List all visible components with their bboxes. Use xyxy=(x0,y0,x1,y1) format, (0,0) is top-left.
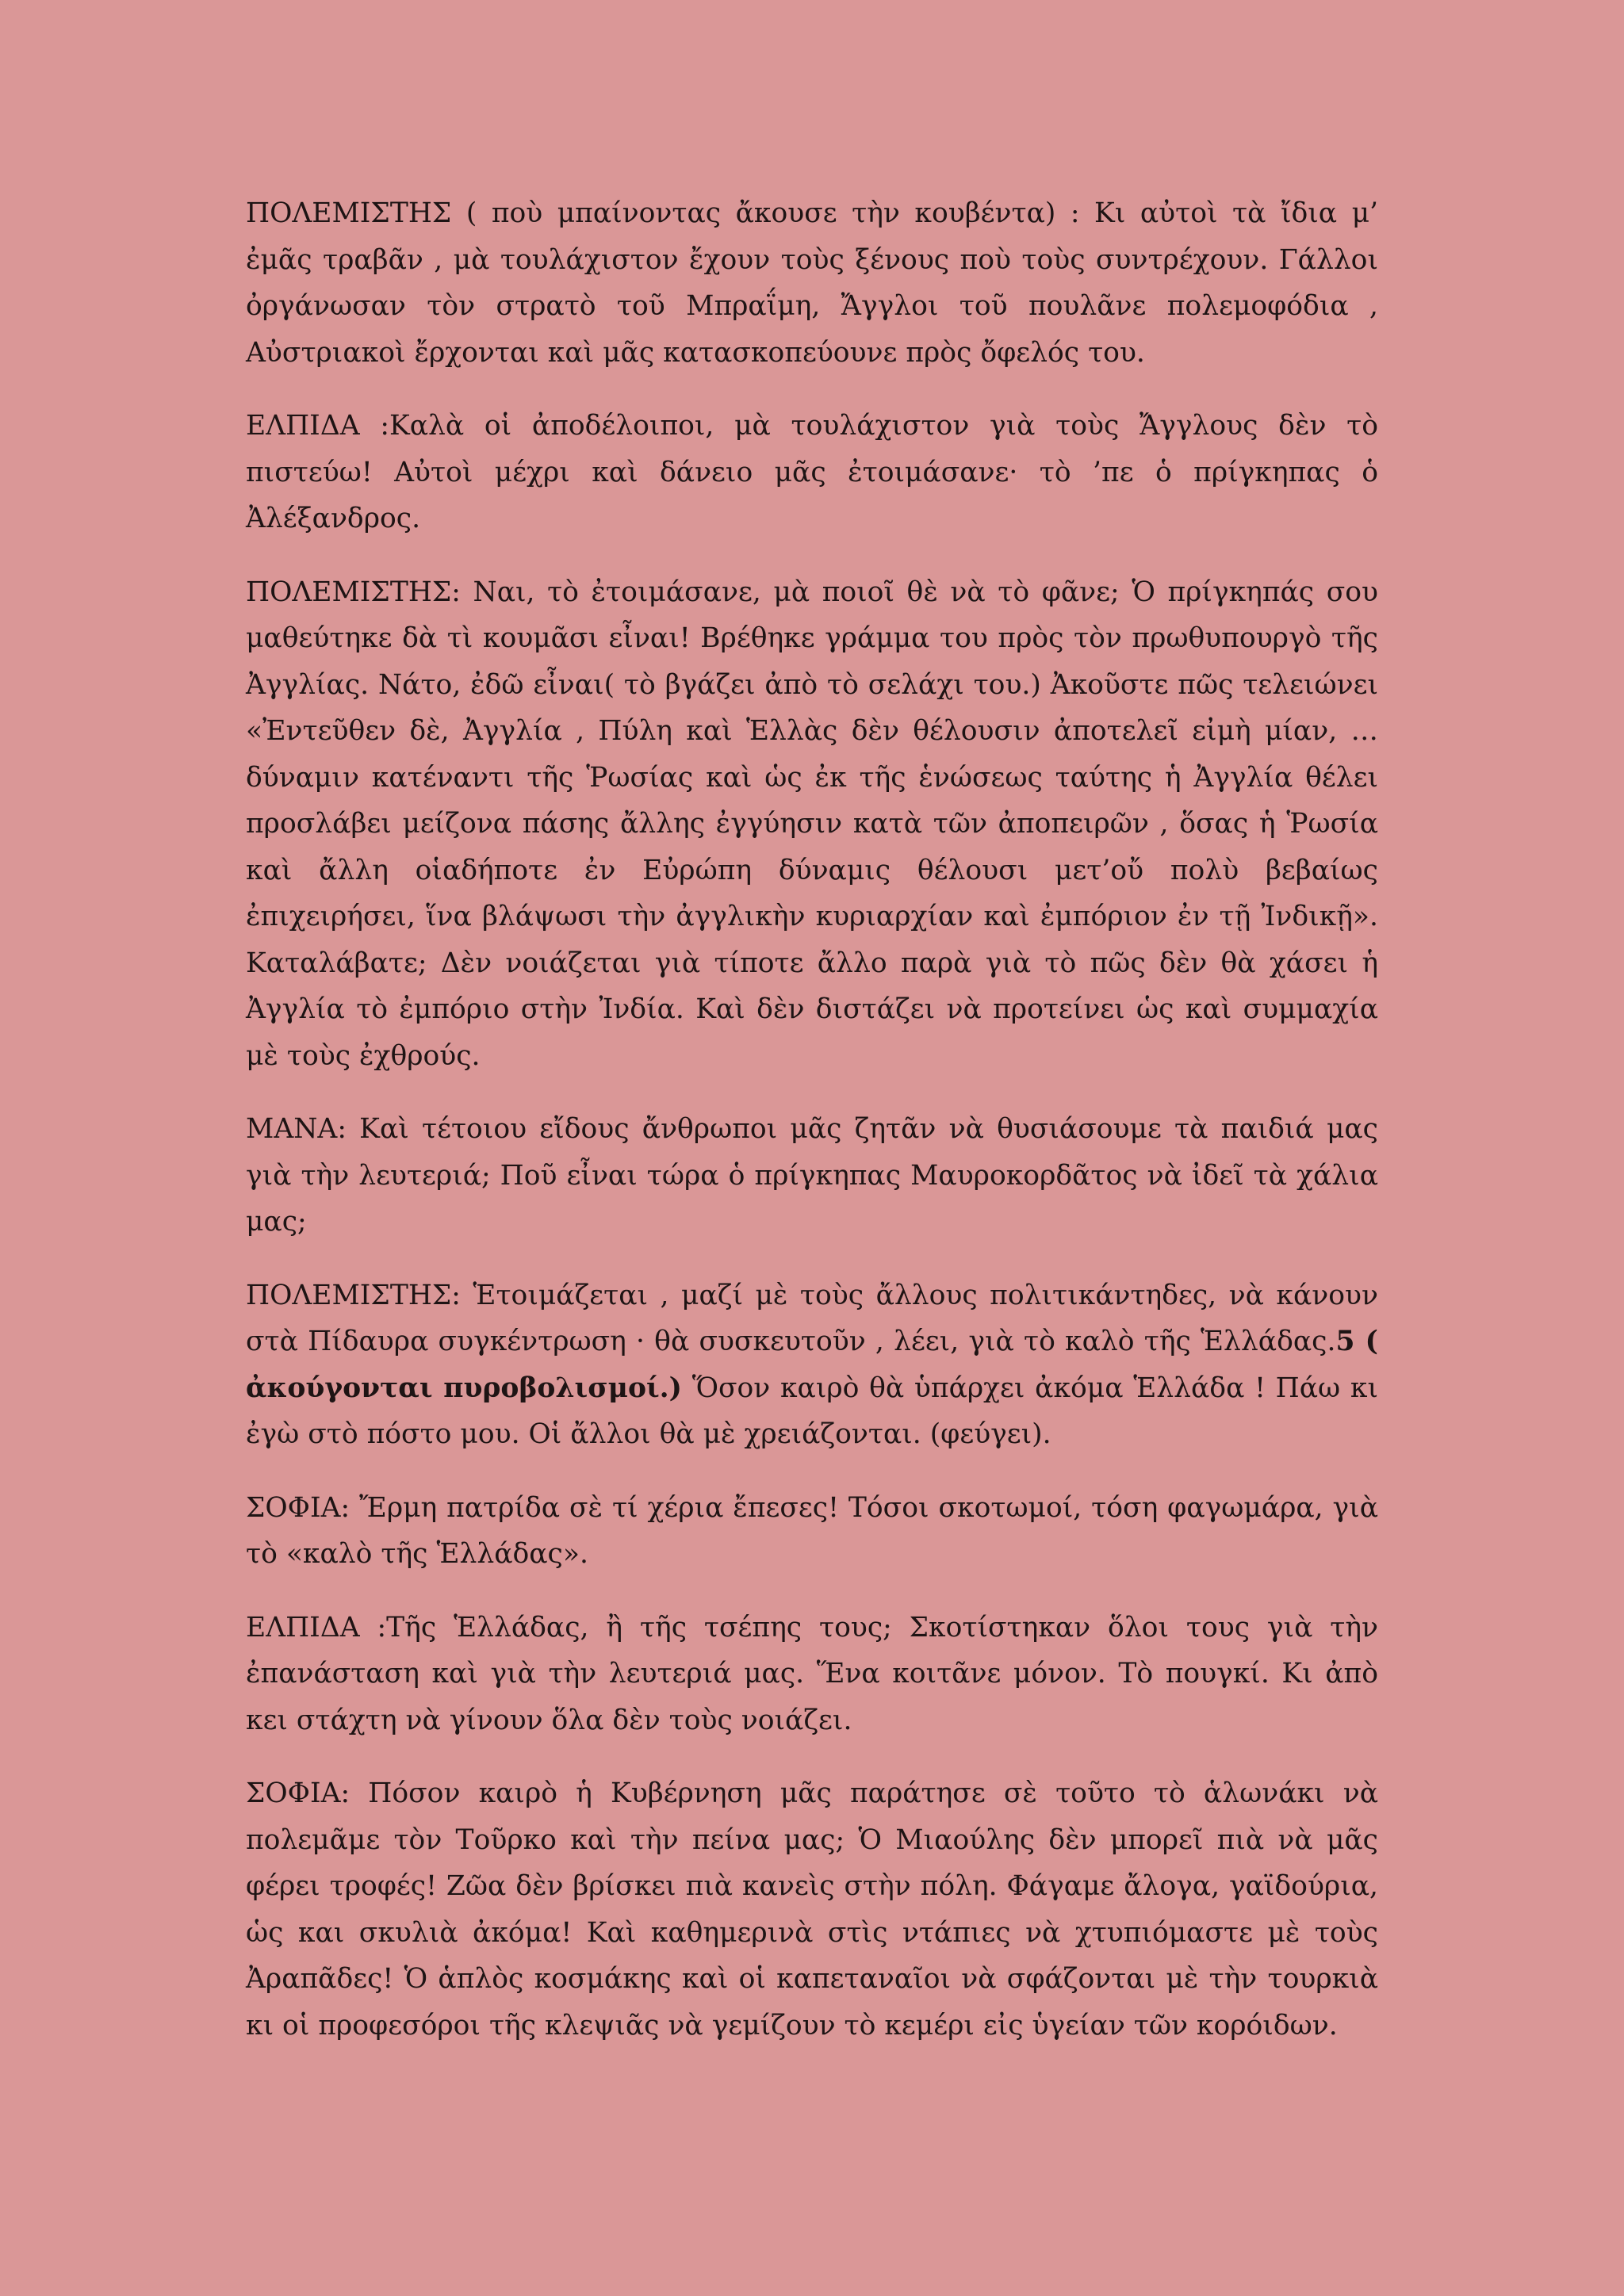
paragraph-warrior-3 xyxy=(246,1272,1378,1458)
paragraph-sofia-2: ΣΟΦΙΑ: Πόσον καιρὸ ἡ Κυβέρνηση μᾶς παράτησε σὲ τοῦτο τὸ ἁλωνάκι νὰ πολεμᾶμε τὸν Τοῦρκο καὶ τὴν πείνα μας; Ὁ Μιαούλης δὲν μπορεῖ πιὰ νὰ μᾶς φέρει τροφές! Ζῶα δὲν βρίσκει πιὰ κανεὶς στὴν πόλη. Φάγαμε ἄλογα, γαϊδούρια, ὡς και σκυλιὰ ἀκόμα! Καὶ καθημερινὰ στὶς ντάπιες νὰ χτυπιόμαστε μὲ τοὺς Ἀραπᾶδες! Ὁ ἁπλὸς κοσμάκης καὶ οἱ καπεταναῖοι νὰ σφάζονται μὲ τὴν τουρκιὰ κι οἱ προφεσόροι τῆς κλεψιᾶς νὰ γεμίζουν τὸ κεμέρι εἰς ὑγείαν τῶν κορόιδων. xyxy=(246,1777,1378,2042)
paragraph-elpida-1: ΕΛΠΙΔΑ :Καλὰ οἱ ἀποδέλοιποι, μὰ τουλάχιστον γιὰ τοὺς Ἄγγλους δὲν τὸ πιστεύω! Αὐτοὶ μέχρι καὶ δάνειο μᾶς ἐτοιμάσανε· τὸ ’πε ὁ πρίγκηπας ὁ Ἀλέξανδρος. xyxy=(246,410,1378,534)
paragraph-text-before: ΠΟΛΕΜΙΣΤΗΣ: Ἑτοιμάζεται , μαζί μὲ τοὺς ἄλλους πολιτικάντηδες, νὰ κάνουν στὰ Πίδαυρα συγκέντρωση · θὰ συσκευτοῦν , λέει, γιὰ τὸ καλὸ τῆς Ἑλλάδας. xyxy=(246,1279,1378,1357)
paragraph-mana: ΜΑΝΑ: Καὶ τέτοιου εἴδους ἄνθρωποι μᾶς ζητᾶν νὰ θυσιάσουμε τὰ παιδιά μας γιὰ τὴν λευτεριά; Ποῦ εἶναι τώρα ὁ πρίγκηπας Μαυροκορδᾶτος νὰ ἰδεῖ τὰ χάλια μας; xyxy=(246,1113,1378,1238)
paragraph-text-after: Ὅσον καιρὸ θὰ ὑπάρχει ἀκόμα Ἑλλάδα ! Πάω κι ἐγὼ στὸ πόστο μου. Οἱ ἄλλοι θὰ μὲ χρειάζονται. (φεύγει). xyxy=(246,1372,1378,1450)
paragraph-warrior-2: ΠΟΛΕΜΙΣΤΗΣ: Ναι, τὸ ἐτοιμάσανε, μὰ ποιοῖ θὲ νὰ τὸ φᾶνε; Ὁ πρίγκηπάς σου μαθεύτηκε δὰ τὶ κουμᾶσι εἶναι! Βρέθηκε γράμμα του πρὸς τὸν πρωθυπουργὸ τῆς Ἀγγλίας. Νάτο, ἐδῶ εἶναι( τὸ βγάζει ἀπὸ τὸ σελάχι του.) Ἀκοῦστε πῶς τελειώνει «Ἐντεῦθεν δὲ, Ἀγγλία , Πύλη καὶ Ἑλλὰς δὲν θέλουσιν ἀποτελεῖ εἰμὴ μίαν, … δύναμιν κατέναντι τῆς Ῥωσίας καὶ ὡς ἐκ τῆς ἑνώσεως ταύτης ἡ Ἀγγλία θέλει προσλάβει μείζονα πάσης ἄλλης ἐγγύησιν κατὰ τῶν ἀποπειρῶν , ὅσας ἡ Ῥωσία καὶ ἄλλη οἱαδήποτε ἐν Εὐρώπη δύναμις θέλουσι μετ’οὔ πολὺ βεβαίως ἐπιχειρήσει, ἵνα βλάψωσι τὴν ἀγγλικὴν κυριαρχίαν καὶ ἐμπόριον ἐν τῇ Ἰνδικῇ». Καταλάβατε; Δὲν νοιάζεται γιὰ τίποτε ἄλλο παρὰ γιὰ τὸ πῶς δὲν θὰ χάσει ἡ Ἀγγλία τὸ ἐμπόριο στὴν Ἰνδία. Καὶ δὲν διστάζει νὰ προτείνει ὡς καὶ συμμαχία μὲ τοὺς ἐχθρούς. xyxy=(246,576,1378,1072)
paragraph-elpida-2: ΕΛΠΙΔΑ :Τῆς Ἑλλάδας, ἢ τῆς τσέπης τους; Σκοτίστηκαν ὅλοι τους γιὰ τὴν ἐπανάσταση καὶ γιὰ τὴν λευτεριά μας. Ἕνα κοιτᾶνε μόνον. Τὸ πουγκί. Κι ἀπὸ κει στάχτη νὰ γίνουν ὅλα δὲν τοὺς νοιάζει. xyxy=(246,1611,1378,1736)
document-page xyxy=(246,190,1378,2076)
paragraph-warrior-1: ΠΟΛΕΜΙΣΤΗΣ ( ποὺ μπαίνοντας ἄκουσε τὴν κουβέντα) : Κι αὐτοὶ τὰ ἴδια μ’ ἐμᾶς τραβᾶν , μὰ τουλάχιστον ἔχουν τοὺς ξένους ποὺ τοὺς συντρέχουν. Γάλλοι ὀργάνωσαν τὸν στρατὸ τοῦ Μπραΐμη, Ἄγγλοι τοῦ πουλᾶνε πολεμοφόδια , Αὐστριακοὶ ἔρχονται καὶ μᾶς κατασκοπεύουνε πρὸς ὄφελός του. xyxy=(246,197,1378,369)
stage-direction-gunshots: 5 ( ἀκούγονται πυροβολισμοί.) xyxy=(246,1326,1379,1404)
paragraph-sofia-1: ΣΟΦΙΑ: Ἔρμη πατρίδα σὲ τί χέρια ἔπεσες! Τόσοι σκοτωμοί, τόση φαγωμάρα, γιὰ τὸ «καλὸ τῆς Ἑλλάδας». xyxy=(246,1491,1378,1570)
